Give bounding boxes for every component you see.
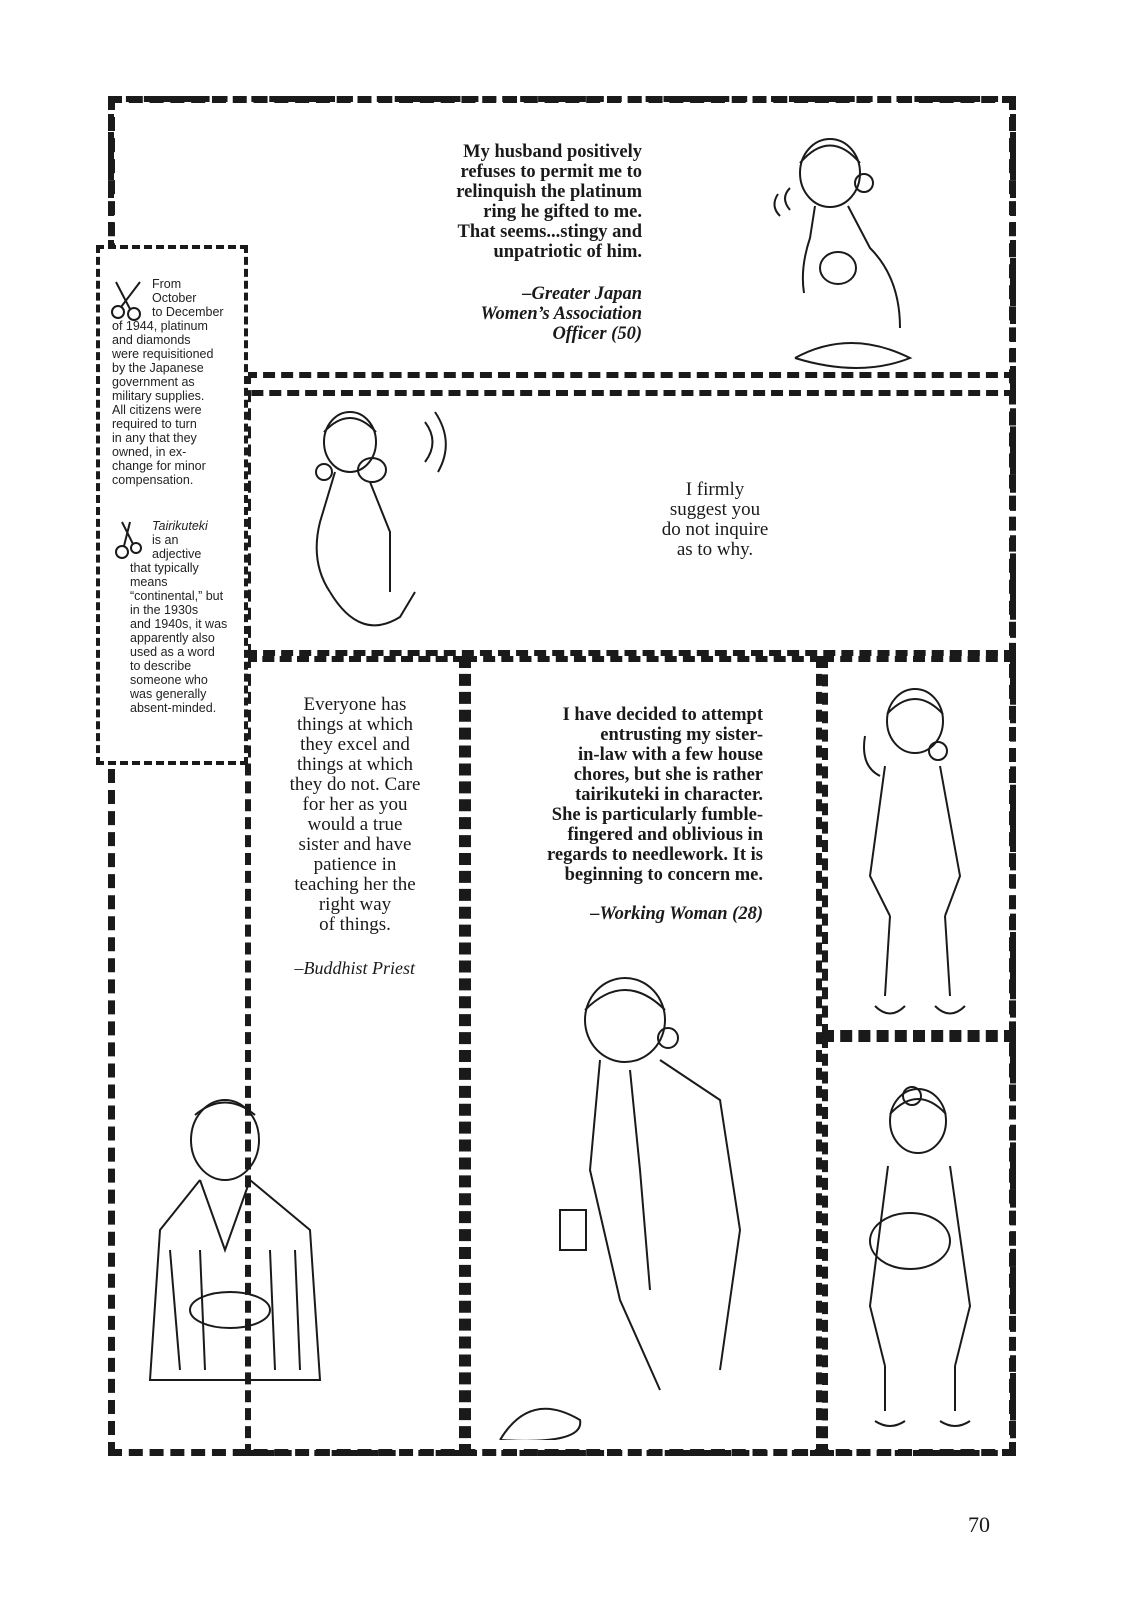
attribution-line: Women’s Association — [480, 304, 642, 324]
quote-line: That seems...stingy and — [457, 222, 642, 242]
note-line: absent-minded. — [130, 701, 217, 715]
attribution-line: –Greater Japan — [522, 284, 642, 304]
note-line: in any that they — [112, 431, 197, 445]
bowing-woman-drawing — [490, 970, 810, 1440]
kneeling-woman-drawing — [760, 118, 940, 378]
quote-line: patience in — [313, 854, 397, 875]
note-line: and 1940s, it was — [130, 617, 228, 631]
quote-line: sister and have — [298, 834, 412, 855]
attribution-line: Officer (50) — [552, 324, 642, 344]
quote-priest — [255, 695, 455, 935]
note-line: to describe — [130, 659, 192, 673]
quote-line: entrusting my sister- — [600, 725, 763, 745]
quote-working-woman — [495, 705, 763, 885]
quote-line: they excel and — [300, 734, 410, 755]
quote-line: do not inquire — [661, 519, 769, 540]
note-line: were requisitioned — [112, 347, 214, 361]
quote-line: relinquish the platinum — [456, 182, 642, 202]
quote-line: in-law with a few house — [577, 745, 763, 765]
note-line: required to turn — [112, 417, 197, 431]
quote-line: suggest you — [669, 499, 761, 520]
quote-line: would a true — [307, 814, 403, 835]
attribution-priest: –Buddhist Priest — [294, 958, 415, 978]
note-line: From — [152, 277, 182, 291]
note-line: is an — [152, 533, 179, 547]
note-line: was generally — [130, 687, 207, 701]
drinking-woman-drawing — [290, 392, 460, 642]
note-line: Tairikuteki — [152, 519, 208, 533]
note-line: and diamonds — [112, 333, 191, 347]
note-line: owned, in ex- — [112, 445, 187, 459]
quote-line: unpatriotic of him. — [493, 242, 642, 262]
note-line: used as a word — [130, 645, 215, 659]
quote-line: chores, but she is rather — [573, 765, 763, 785]
priest-drawing — [120, 1080, 340, 1400]
quote-line: I have decided to attempt — [562, 705, 763, 725]
note-line: military supplies. — [112, 389, 205, 403]
quote-line: fingered and oblivious in — [567, 825, 763, 845]
note-line: by the Japanese — [112, 361, 204, 375]
note-line: government as — [112, 375, 195, 389]
note-line: of 1944, platinum — [112, 319, 208, 333]
quote-line: beginning to concern me. — [564, 865, 763, 885]
quote-line: they do not. Care — [289, 774, 421, 795]
quote-line: Everyone has — [303, 694, 407, 715]
quote-line: as to why. — [676, 539, 754, 560]
note-line: All citizens were — [112, 403, 202, 417]
footnote-tairikuteki — [112, 519, 242, 715]
note-line: adjective — [152, 547, 202, 561]
holding-cloth-woman-drawing — [840, 1066, 1000, 1436]
quote-officer — [380, 142, 642, 262]
quote-line: She is particularly fumble- — [551, 805, 763, 825]
quote-line: for her as you — [302, 794, 408, 815]
footnote-platinum — [112, 277, 242, 487]
note-line: change for minor — [112, 459, 206, 473]
quote-line: things at which — [296, 754, 414, 775]
quote-line: regards to needlework. It is — [547, 845, 763, 865]
note-line: compensation. — [112, 473, 194, 487]
quote-line: things at which — [296, 714, 414, 735]
page-number: 70 — [968, 1512, 990, 1537]
note-line: apparently also — [130, 631, 215, 645]
note-line: “continental,” but — [130, 589, 224, 603]
note-line: that typically — [130, 561, 199, 575]
quote-line: tairikuteki in character. — [575, 785, 763, 805]
quote-line: of things. — [319, 914, 391, 935]
note-line: means — [130, 575, 168, 589]
quote-line: refuses to permit me to — [460, 162, 642, 182]
attribution-officer — [380, 284, 642, 344]
standing-woman-drawing — [840, 676, 1000, 1026]
quote-line: teaching her the — [294, 874, 416, 895]
quote-line: My husband positively — [463, 142, 642, 162]
note-line: in the 1930s — [130, 603, 199, 617]
note-line: October — [152, 291, 197, 305]
attribution-working-woman: –Working Woman (28) — [590, 904, 763, 924]
note-line: someone who — [130, 673, 208, 687]
quote-line: I firmly — [685, 479, 745, 500]
quote-line: ring he gifted to me. — [483, 202, 642, 222]
quote-line: right way — [318, 894, 392, 915]
quote-inquire — [640, 480, 790, 560]
note-line: to December — [152, 305, 224, 319]
